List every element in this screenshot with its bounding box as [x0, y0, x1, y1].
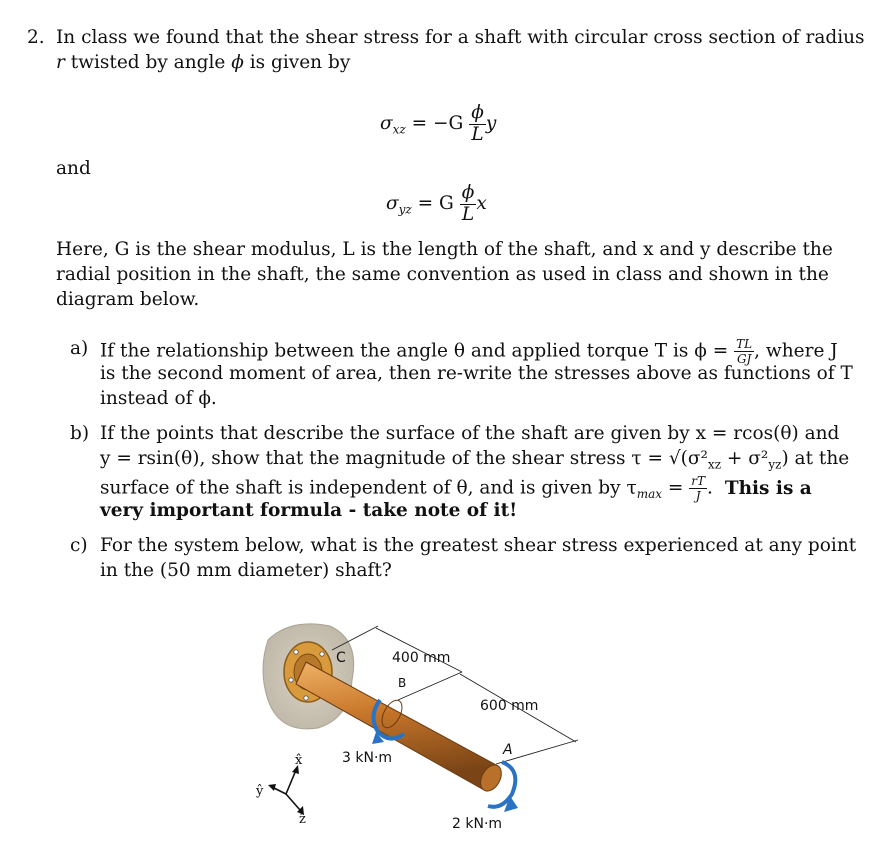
intro-line-2: r twisted by angle ϕ is given by: [56, 52, 351, 73]
part-b-line-2: y = rsin(θ), show that the magnitude of the shear stress $\tau = √(\sigma^2_{xz} + \sigma^2_{yz})$ at the: [100, 448, 850, 472]
part-b-line-3: surface of the shaft is independent of θ, and is given by $\tau_{max}$ = $\frac{rT}{J}$ . This is a: [100, 474, 812, 503]
label-A: A: [503, 742, 513, 758]
part-a-line-1: If the relationship between the angle θ and applied torque T is ϕ = $\frac{TL}{GJ}$ , where J: [100, 337, 838, 366]
shaft-body: [296, 662, 498, 790]
intro-line-1: In class we found that the shear stress for a shaft with circular cross section of radius: [56, 27, 865, 48]
label-C: C: [336, 650, 346, 666]
equation-sigma-xz: $\sigma_{xz} = -G$ $\frac{\phi}{L}$ y: [380, 102, 497, 145]
axis-x-label: x̂: [295, 753, 303, 768]
torque-label-B: 3 kN·m: [342, 750, 393, 766]
dimension-400: 400 mm: [392, 650, 451, 666]
here-line-1: Here, G is the shear modulus, L is the length of the shaft, and x and y describe the: [56, 239, 833, 260]
axis-z-arrow: [286, 794, 300, 810]
part-c-line-2: in the (50 mm diameter) shaft?: [100, 560, 392, 581]
part-a-label: a): [70, 338, 89, 359]
axis-y-label: ŷ: [256, 784, 264, 799]
here-line-3: diagram below.: [56, 289, 200, 310]
part-b-line-1: If the points that describe the surface of the shaft are given by x = rcos(θ) and: [100, 423, 840, 444]
part-b-label: b): [70, 423, 90, 444]
part-a-line-2: is the second moment of area, then re-write the stresses above as functions of T: [100, 363, 853, 384]
part-b-important-note: very important formula - take note of it!: [100, 500, 518, 521]
axis-z-label: ẑ: [299, 812, 306, 827]
part-c-line-1: For the system below, what is the greatest shear stress experienced at any point: [100, 535, 857, 556]
part-c-label: c): [70, 535, 88, 556]
part-a-line-3: instead of ϕ.: [100, 388, 217, 409]
here-line-2: radial position in the shaft, the same convention as used in class and shown in the: [56, 264, 829, 285]
problem-number: 2.: [27, 27, 45, 48]
dimension-600: 600 mm: [480, 698, 539, 714]
axis-y-arrow: [274, 788, 286, 794]
and-word: and: [56, 158, 91, 179]
equation-sigma-yz: $\sigma_{yz} = G$ $\frac{\phi}{L}$ x: [386, 182, 487, 225]
axis-x-arrow: [286, 770, 296, 794]
torque-label-A: 2 kN·m: [452, 816, 503, 832]
label-B: B: [398, 676, 407, 690]
